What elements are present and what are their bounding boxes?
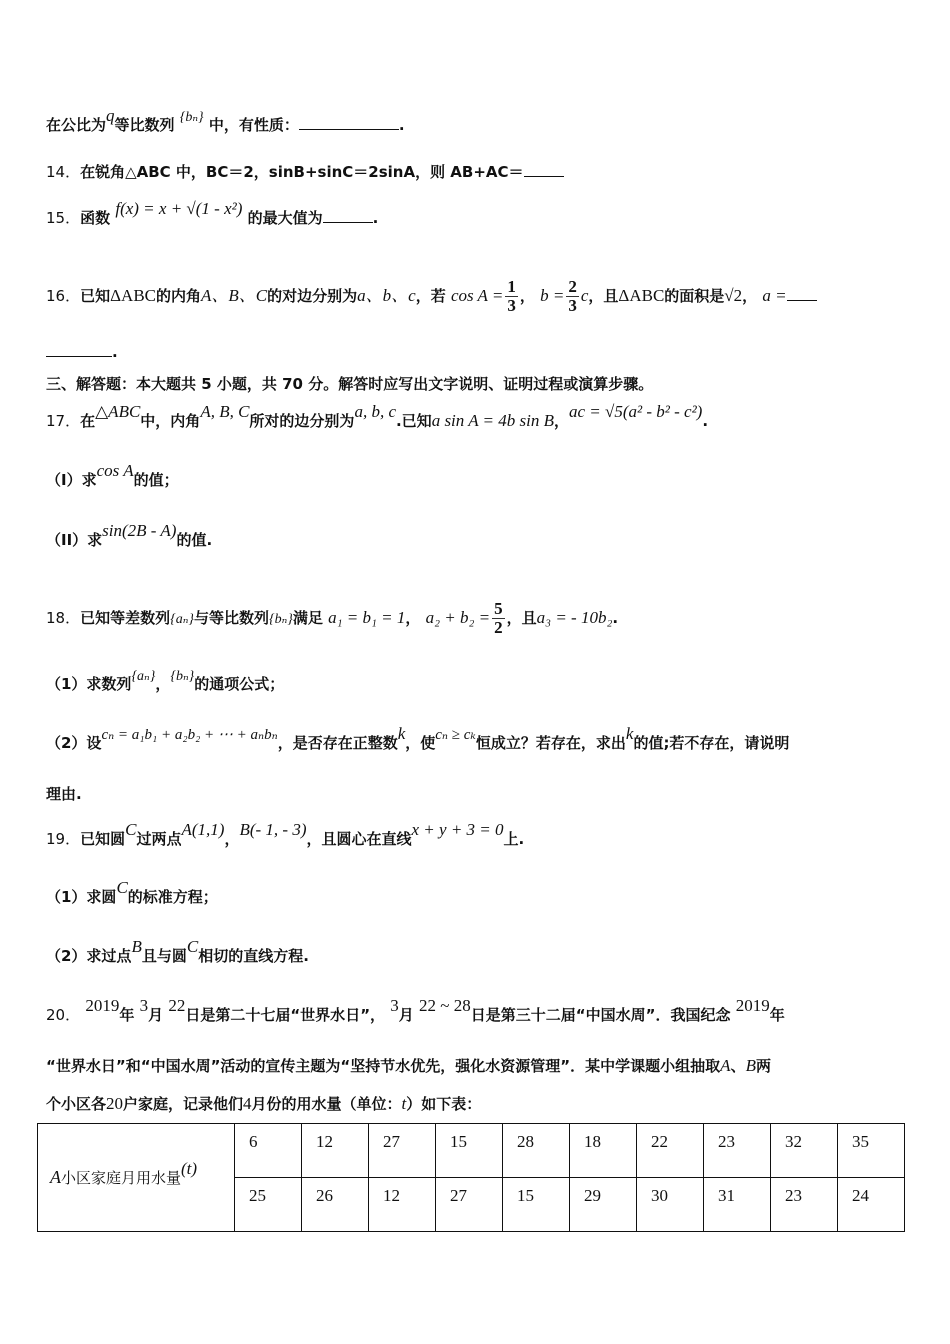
- table-row: [38, 1124, 905, 1178]
- table-cell: 26: [302, 1178, 369, 1232]
- water-usage-table: [37, 1123, 905, 1232]
- table-cell: 12: [369, 1178, 436, 1232]
- question-18-part1: （1）求数列{aₙ}，{bₙ}的通项公式；: [46, 669, 285, 693]
- q13-tail: 在公比为q等比数列 {bₙ} 中，有性质： .: [46, 106, 405, 134]
- table-cell: 12: [302, 1124, 369, 1178]
- question-17-part1: （I）求cos A的值；: [46, 461, 179, 489]
- table-cell: 28: [503, 1124, 570, 1178]
- table-cell: 22: [637, 1124, 704, 1178]
- question-17-part2: （II）求sin(2B - A)的值.: [46, 521, 213, 549]
- table-cell: 18: [570, 1124, 637, 1178]
- fraction: $\frac{5}{2}$: [494, 599, 503, 637]
- table-cell: 31: [704, 1178, 771, 1232]
- table-cell: 30: [637, 1178, 704, 1232]
- table-cell: 27: [436, 1178, 503, 1232]
- answer-blank: [299, 113, 399, 130]
- table-cell: 15: [436, 1124, 503, 1178]
- table-cell: 23: [704, 1124, 771, 1178]
- question-15: 15．函数 f(x) = x + √(1 - x²) 的最大值为 .: [46, 199, 379, 227]
- answer-blank: [787, 284, 817, 301]
- question-20-line2: “世界水日”和“中国水周”活动的宣传主题为“坚持节水优先，强化水资源管理”．某中学课题小组抽取A、B两: [46, 1056, 771, 1075]
- table-cell: 15: [503, 1178, 570, 1232]
- table-cell: 27: [369, 1124, 436, 1178]
- fraction: $\frac{1}{3}$: [507, 277, 516, 315]
- fraction: $\frac{2}{3}$: [568, 277, 577, 315]
- section-heading: 三、解答题：本大题共 5 小题，共 70 分。解答时应写出文字说明、证明过程或演算步骤。: [46, 375, 654, 393]
- question-19-part1: （1）求圆C的标准方程；: [46, 878, 218, 906]
- question-16: 16．已知ΔABC的内角A、B、C的对边分别为a、b、c，若 cos A = $\frac{1}{3}$ ， b = $\frac{2}{3}$ c，且ΔABC的面积是√2， a =: [46, 278, 817, 315]
- question-20: 20． 2019年 3月 22日是第二十七届“世界水日”， 3月 22 ~ 28日是第三十二届“中国水周”．我国纪念 2019年: [46, 996, 785, 1024]
- table-cell: 32: [771, 1124, 838, 1178]
- question-16-cont: .: [46, 340, 118, 363]
- question-18: 18．已知等差数列{aₙ}与等比数列{bₙ}满足 a₁ = b₁ = 1， a₂ + b₂ = $\frac{5}{2}$ ，且a₃ = - 10b₂.: [46, 599, 619, 637]
- question-20-line3: 个小区各20户家庭，记录他们4月份的用水量（单位：t）如下表：: [46, 1094, 482, 1113]
- question-19-part2: （2）求过点B且与圆C相切的直线方程.: [46, 937, 309, 965]
- question-18-part2-cont: 理由.: [46, 785, 82, 803]
- table-cell: 29: [570, 1178, 637, 1232]
- table-row-header: A小区家庭月用水量(t): [38, 1124, 235, 1232]
- answer-blank: [323, 206, 373, 223]
- table-cell: 6: [235, 1124, 302, 1178]
- question-17: 17．在△ABC中，内角A, B, C所对的边分别为a, b, c.已知a sin A = 4b sin B，ac = √5(a² - b² - c²).: [46, 402, 709, 430]
- answer-blank: [524, 160, 564, 177]
- question-14: 14．在锐角△ABC 中，BC＝2，sinB+sinC＝2sinA，则 AB+AC＝: [46, 160, 564, 183]
- answer-blank: [46, 340, 112, 357]
- question-18-part2: （2）设cₙ = a₁b₁ + a₂b₂ + ⋯ + aₙbₙ，是否存在正整数k，使cₙ ≥ cₖ恒成立？若存在，求出k的值;若不存在，请说明: [46, 724, 790, 752]
- table-cell: 23: [771, 1178, 838, 1232]
- table-cell: 25: [235, 1178, 302, 1232]
- table-cell: 24: [838, 1178, 905, 1232]
- question-19: 19．已知圆C过两点A(1,1)，B(- 1, - 3)，且圆心在直线x + y + 3 = 0上.: [46, 820, 525, 848]
- table-cell: 35: [838, 1124, 905, 1178]
